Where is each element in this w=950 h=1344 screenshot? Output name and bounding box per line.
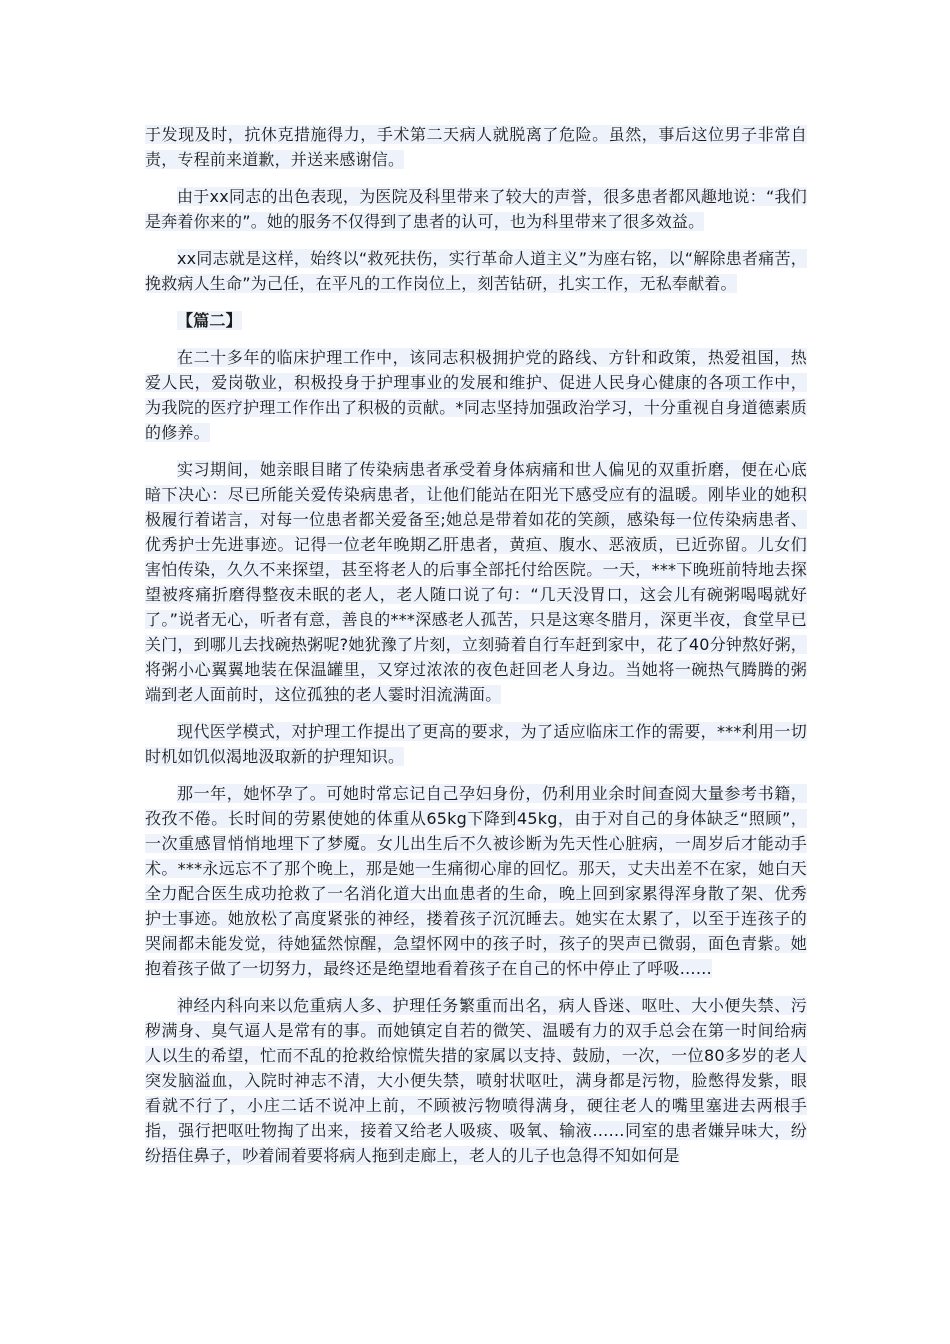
paragraph — [145, 719, 807, 769]
section-heading — [145, 308, 807, 333]
paragraph — [145, 993, 807, 1168]
paragraph-continuation — [145, 122, 807, 172]
paragraph-text: 由于xx同志的出色表现，为医院及科里带来了较大的声誉，很多患者都风趣地说：“我们是奔着你来的”。她的服务不仅得到了患者的认可，也为科里带来了很多效益。 — [145, 187, 807, 231]
paragraph-text: 于发现及时，抗休克措施得力，手术第二天病人就脱离了危险。虽然，事后这位男子非常自责，专程前来道歉，并送来感谢信。 — [145, 125, 807, 169]
paragraph-text: 在二十多年的临床护理工作中，该同志积极拥护党的路线、方针和政策，热爱祖国，热爱人民，爱岗敬业，积极投身于护理事业的发展和维护、促进人民身心健康的各项工作中，为我院的医疗护理工作作出了积极的贡献。*同志坚持加强政治学习，十分重视自身道德素质的修养。 — [145, 348, 807, 442]
paragraph — [145, 345, 807, 445]
paragraph-text: 实习期间，她亲眼目睹了传染病患者承受着身体病痛和世人偏见的双重折磨，便在心底暗下决心：尽已所能关爱传染病患者，让他们能站在阳光下感受应有的温暖。刚毕业的她积极履行着诺言，对每一位患者都关爱备至;她总是带着如花的笑颜，感染每一位传染病患者、优秀护士先进事迹。记得一位老年晚期乙肝患者，黄疸、腹水、恶液质，已近弥留。儿女们害怕传染，久久不来探望，甚至将老人的后事全部托付给医院。一天，***下晚班前特地去探望被疼痛折磨得整夜未眠的老人，老人随口说了句：“几天没胃口，这会儿有碗粥喝喝就好了。”说者无心，听者有意，善良的***深感老人孤苦，只是这寒冬腊月，深更半夜，食堂早已关门，到哪儿去找碗热粥呢?她犹豫了片刻，立刻骑着自行车赶到家中，花了40分钟熬好粥，将粥小心翼翼地装在保温罐里，又穿过浓浓的夜色赶回老人身边。当她将一碗热气腾腾的粥端到老人面前时，这位孤独的老人霎时泪流满面。 — [145, 460, 807, 704]
document-body — [145, 122, 807, 1180]
paragraph-text: 那一年，她怀孕了。可她时常忘记自己孕妇身份，仍利用业余时间查阅大量参考书籍，孜孜不倦。长时间的劳累使她的体重从65kg下降到45kg，由于对自己的身体缺乏“照顾”，一次重感冒悄悄地埋下了梦魇。女儿出生后不久被诊断为先天性心脏病，一周岁后才能动手术。***永远忘不了那个晚上，那是她一生痛彻心扉的回忆。那天，丈夫出差不在家，她白天全力配合医生成功抢救了一名消化道大出血患者的生命，晚上回到家累得浑身散了架、优秀护士事迹。她放松了高度紧张的神经，搂着孩子沉沉睡去。她实在太累了，以至于连孩子的哭闹都未能发觉，待她猛然惊醒，急望怀网中的孩子时，孩子的哭声已微弱，面色青紫。她抱着孩子做了一切努力，最终还是绝望地看着孩子在自己的怀中停止了呼吸…… — [145, 784, 807, 978]
paragraph-text: 现代医学模式，对护理工作提出了更高的要求，为了适应临床工作的需要，***利用一切时机如饥似渴地汲取新的护理知识。 — [145, 722, 807, 766]
paragraph — [145, 457, 807, 707]
paragraph — [145, 184, 807, 234]
paragraph — [145, 781, 807, 981]
paragraph — [145, 246, 807, 296]
paragraph-text: xx同志就是这样，始终以“救死扶伤，实行革命人道主义”为座右铭，以“解除患者痛苦，挽救病人生命”为己任，在平凡的工作岗位上，刻苦钻研，扎实工作，无私奉献着。 — [145, 249, 807, 293]
paragraph-text: 神经内科向来以危重病人多、护理任务繁重而出名，病人昏迷、呕吐、大小便失禁、污秽满身、臭气逼人是常有的事。而她镇定自若的微笑、温暖有力的双手总会在第一时间给病人以生的希望，忙而不乱的抢救给惊慌失措的家属以支持、鼓励，一次，一位80多岁的老人突发脑溢血，入院时神志不清，大小便失禁，喷射状呕吐，满身都是污物，脸憋得发紫，眼看就不行了，小庄二话不说冲上前，不顾被污物喷得满身，硬往老人的嘴里塞进去两根手指，强行把呕吐物掏了出来，接着又给老人吸痰、吸氧、输液……同室的患者嫌异味大，纷纷捂住鼻子，吵着闹着要将病人拖到走廊上，老人的儿子也急得不知如何是 — [145, 996, 807, 1165]
section-heading-text: 【篇二】 — [177, 311, 242, 330]
